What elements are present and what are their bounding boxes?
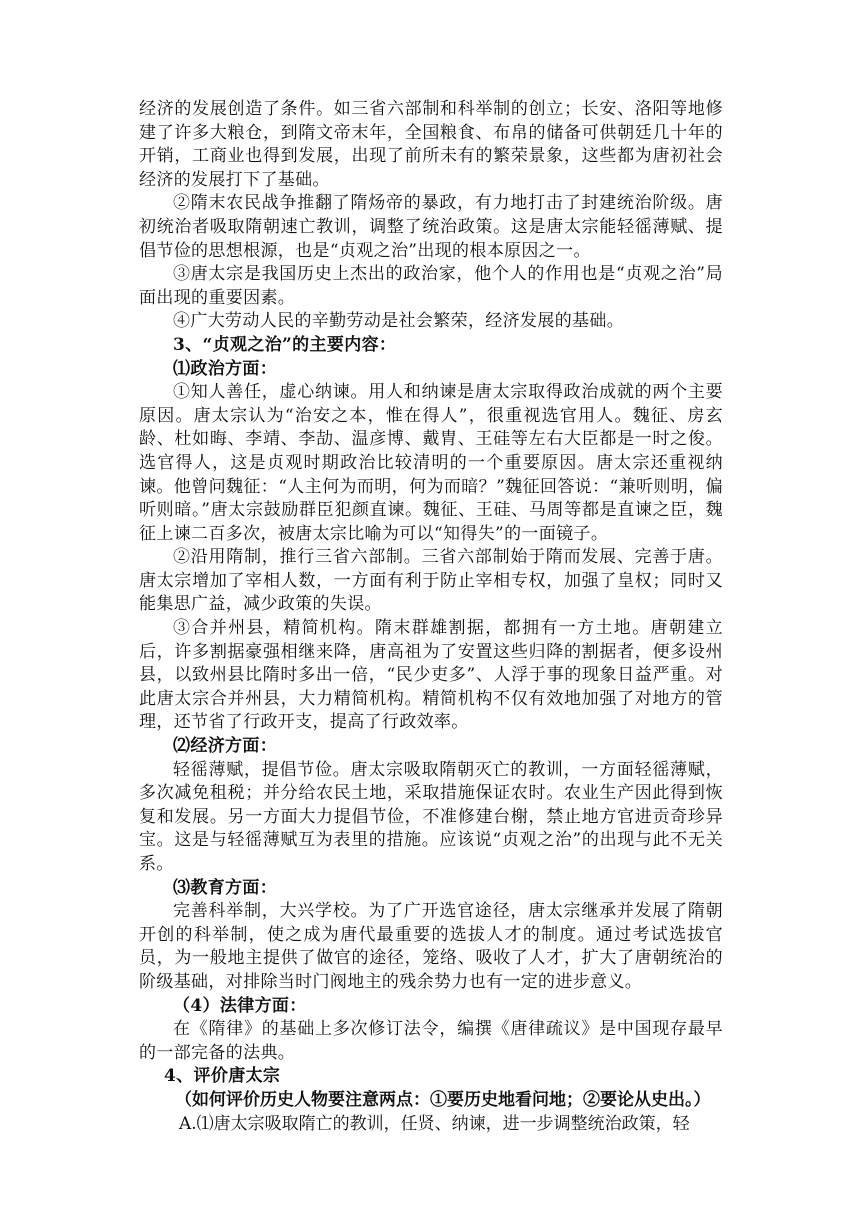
paragraph-three-provinces: ②沿用隋制，推行三省六部制。三省六部制始于隋而发展、完善于唐。唐太宗增加了宰相人数，一方面有利于防止宰相专权，加强了皇权；同时又能集思广益，减少政策的失误。 bbox=[139, 547, 723, 615]
evaluation-note: （如何评价历史人物要注意两点：①要历史地看问地；②要论从史出。） bbox=[175, 1089, 711, 1110]
paragraph-sui-economy-foundation: 经济的发展创造了条件。如三省六部制和科举制的创立；长安、洛阳等地修建了许多大粮仓，到隋文帝末年，全国粮食、布帛的储备可供朝廷几十年的开销，工商业也得到发展，出现了前所未有的繁荣景象，这些都为唐初社会经济的发展打下了基础。 bbox=[139, 99, 723, 190]
paragraph-light-taxes: 轻徭薄赋，提倡节俭。唐太宗吸取隋朝灭亡的教训，一方面轻徭薄赋，多次减免租税；并分给农民土地，采取措施保证农时。农业生产因此得到恢复和发展。另一方面大力提倡节俭，不准修建台榭，禁止地方官进贡奇珍异宝。这是与轻徭薄赋互为表里的措施。应该说“贞观之治”的出现与此不无关系。 bbox=[139, 759, 723, 874]
paragraph-labor-people: ④广大劳动人民的辛勤劳动是社会繁荣，经济发展的基础。 bbox=[173, 311, 625, 332]
paragraph-peasant-war: ②隋末农民战争推翻了隋炀帝的暴政，有力地打击了封建统治阶级。唐初统治者吸取隋朝速亡教训，调整了统治政策。这是唐太宗能轻徭薄赋、提倡节俭的思想根源，也是“贞观之治”出现的根本原因之一。 bbox=[139, 193, 723, 261]
subheading-politics: ⑴政治方面： bbox=[173, 358, 278, 379]
section-heading-evaluate-taizong: 4、评价唐太宗 bbox=[164, 1066, 281, 1087]
subheading-law: （4）法律方面： bbox=[173, 995, 307, 1016]
section-heading-main-content: 3、“贞观之治”的主要内容： bbox=[173, 334, 397, 355]
paragraph-taizong-role: ③唐太宗是我国历史上杰出的政治家，他个人的作用也是“贞观之治”局面出现的重要因素。 bbox=[139, 264, 723, 308]
document-body bbox=[139, 98, 723, 1136]
paragraph-merge-counties: ③合并州县，精简机构。隋末群雄割据，都拥有一方土地。唐朝建立后，许多割据豪强相继来降，唐高祖为了安置这些归降的割据者，便多设州县，以致州县比隋时多出一倍，“民少吏多”、人浮于事的现象日益严重。对此唐太宗合并州县，大力精简机构。精简机构不仅有效地加强了对地方的管理，还节省了行政开支，提高了行政效率。 bbox=[139, 618, 723, 733]
subheading-economy: ⑵经济方面： bbox=[173, 736, 278, 757]
paragraph-imperial-exam: 完善科举制，大兴学校。为了广开选官途径，唐太宗继承并发展了隋朝开创的科举制，使之成为唐代最重要的选拔人才的制度。通过考试选拔官员，为一般地主提供了做官的途径，笼络、吸收了人才，扩大了唐朝统治的阶级基础，对排除当时门阀地主的残余势力也有一定的进步意义。 bbox=[139, 901, 723, 992]
paragraph-evaluation-a: A.⑴唐太宗吸取隋亡的教训，任贤、纳谏，进一步调整统治政策，轻 bbox=[179, 1113, 690, 1134]
subheading-education: ⑶教育方面： bbox=[173, 877, 278, 898]
paragraph-appoint-and-advice: ①知人善任，虚心纳谏。用人和纳谏是唐太宗取得政治成就的两个主要原因。唐太宗认为“治安之本，惟在得人”，很重视选官用人。魏征、房玄龄、杜如晦、李靖、李劼、温彦博、戴胄、王硅等左右大臣都是一时之俊。选官得人，这是贞观时期政治比较清明的一个重要原因。唐太宗还重视纳谏。他曾问魏征：“人主何为而明，何为而暗？”魏征回答说：“兼听则明，偏听则暗。”唐太宗鼓励群臣犯颜直谏。魏征、王硅、马周等都是直谏之臣，魏征上谏二百多次，被唐太宗比喻为可以“知得失”的一面镜子。 bbox=[139, 382, 723, 544]
paragraph-tang-code: 在《隋律》的基础上多次修订法令，编撰《唐律疏议》是中国现存最早的一部完备的法典。 bbox=[139, 1019, 723, 1063]
